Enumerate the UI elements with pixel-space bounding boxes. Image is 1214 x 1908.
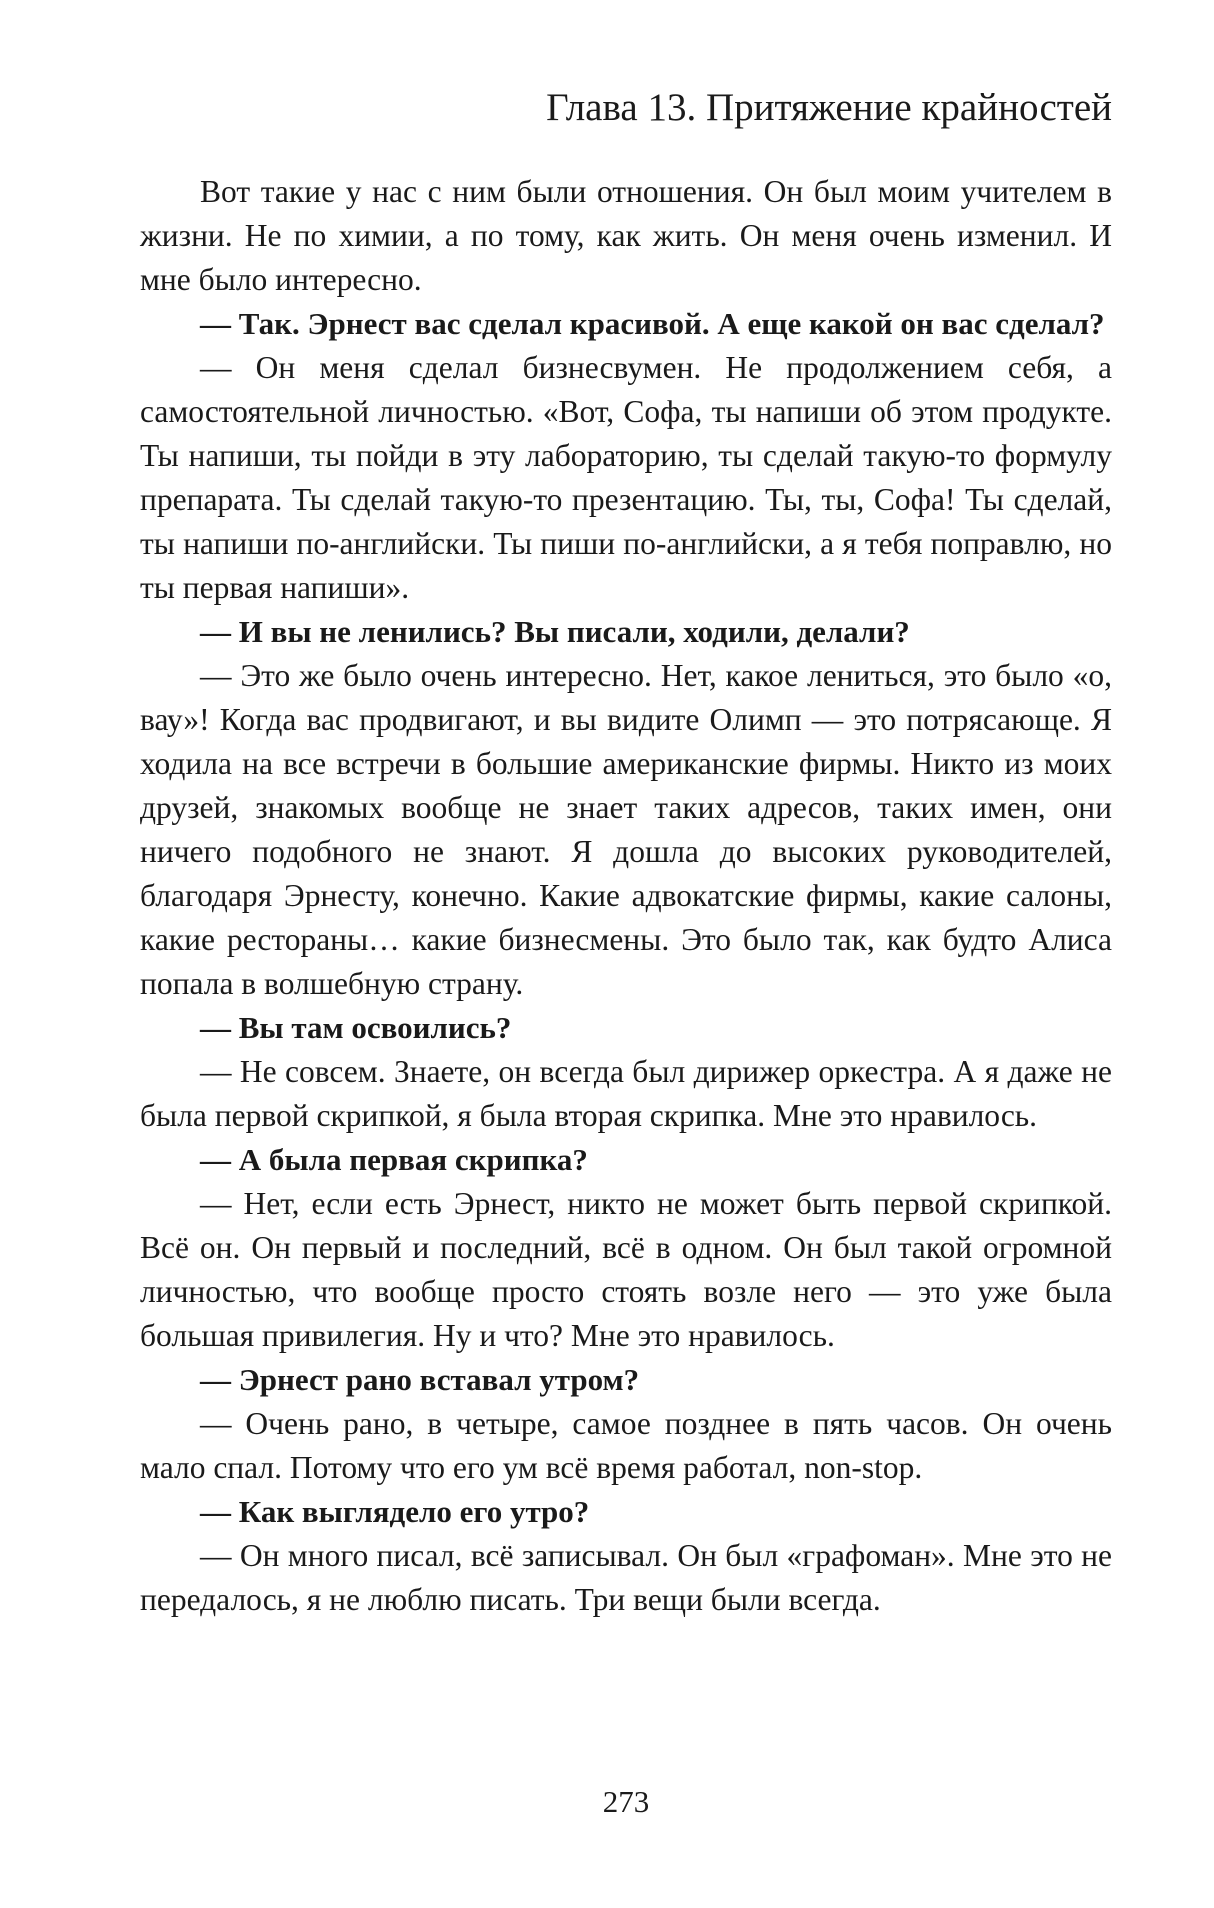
- paragraph-question: — Эрнест рано вставал утром?: [200, 1362, 640, 1397]
- paragraph-question: — Как выглядело его утро?: [200, 1494, 590, 1529]
- paragraph-question: — И вы не ленились? Вы писали, ходили, делали?: [200, 614, 910, 649]
- book-page: [140, 0, 1112, 1908]
- paragraph-question: — А была первая скрипка?: [200, 1142, 588, 1177]
- paragraph-answer: — Это же было очень интересно. Нет, какое лениться, это было «о, вау»! Когда вас продвигают, и вы видите Олимп — это потрясающе. Я ходила на все встречи в большие американские фирмы. Никто из моих друзей, знакомых вообще не знает таких адресов, таких имен, они ничего подобного не знают. Я дошла до высоких руководителей, благодаря Эрнесту, конечно. Какие адвокатские фирмы, какие салоны, какие рестораны… какие бизнесмены. Это было так, как будто Алиса попала в волшебную страну.: [140, 658, 1112, 1001]
- page-number: 273: [602, 1784, 650, 1819]
- paragraph-answer: — Не совсем. Знаете, он всегда был дирижер оркестра. А я даже не была первой скрипкой, я была вторая скрипка. Мне это нравилось.: [140, 1054, 1112, 1133]
- paragraph-answer: — Очень рано, в четыре, самое позднее в пять часов. Он очень мало спал. Потому что его ум всё время работал, non-stop.: [140, 1406, 1112, 1485]
- paragraph-answer: — Он меня сделал бизнесвумен. Не продолжением себя, а самостоятельной личностью. «Вот, Софа, ты напиши об этом продукте. Ты напиши, ты пойди в эту лабораторию, ты сделай такую-то формулу препарата. Ты сделай такую-то презентацию. Ты, ты, Софа! Ты сделай, ты напиши по-английски. Ты пиши по-английски, а я тебя поправлю, но ты первая напиши».: [140, 350, 1112, 605]
- running-head: Глава 13. Притяжение крайностей: [546, 86, 1112, 129]
- paragraph-answer: — Нет, если есть Эрнест, никто не может быть первой скрипкой. Всё он. Он первый и последний, всё в одном. Он был такой огромной личностью, что вообще просто стоять возле него — это уже была большая привилегия. Ну и что? Мне это нравилось.: [140, 1186, 1112, 1353]
- paragraph-answer: — Он много писал, всё записывал. Он был «графоман». Мне это не передалось, я не люблю писать. Три вещи были всегда.: [140, 1538, 1112, 1617]
- body-text: [140, 170, 1112, 1622]
- paragraph-question: — Вы там освоились?: [200, 1010, 512, 1045]
- paragraph-question: — Так. Эрнест вас сделал красивой. А еще какой он вас сделал?: [200, 306, 1105, 341]
- paragraph-answer: Вот такие у нас с ним были отношения. Он был моим учителем в жизни. Не по химии, а по тому, как жить. Он меня очень изменил. И мне было интересно.: [140, 174, 1112, 297]
